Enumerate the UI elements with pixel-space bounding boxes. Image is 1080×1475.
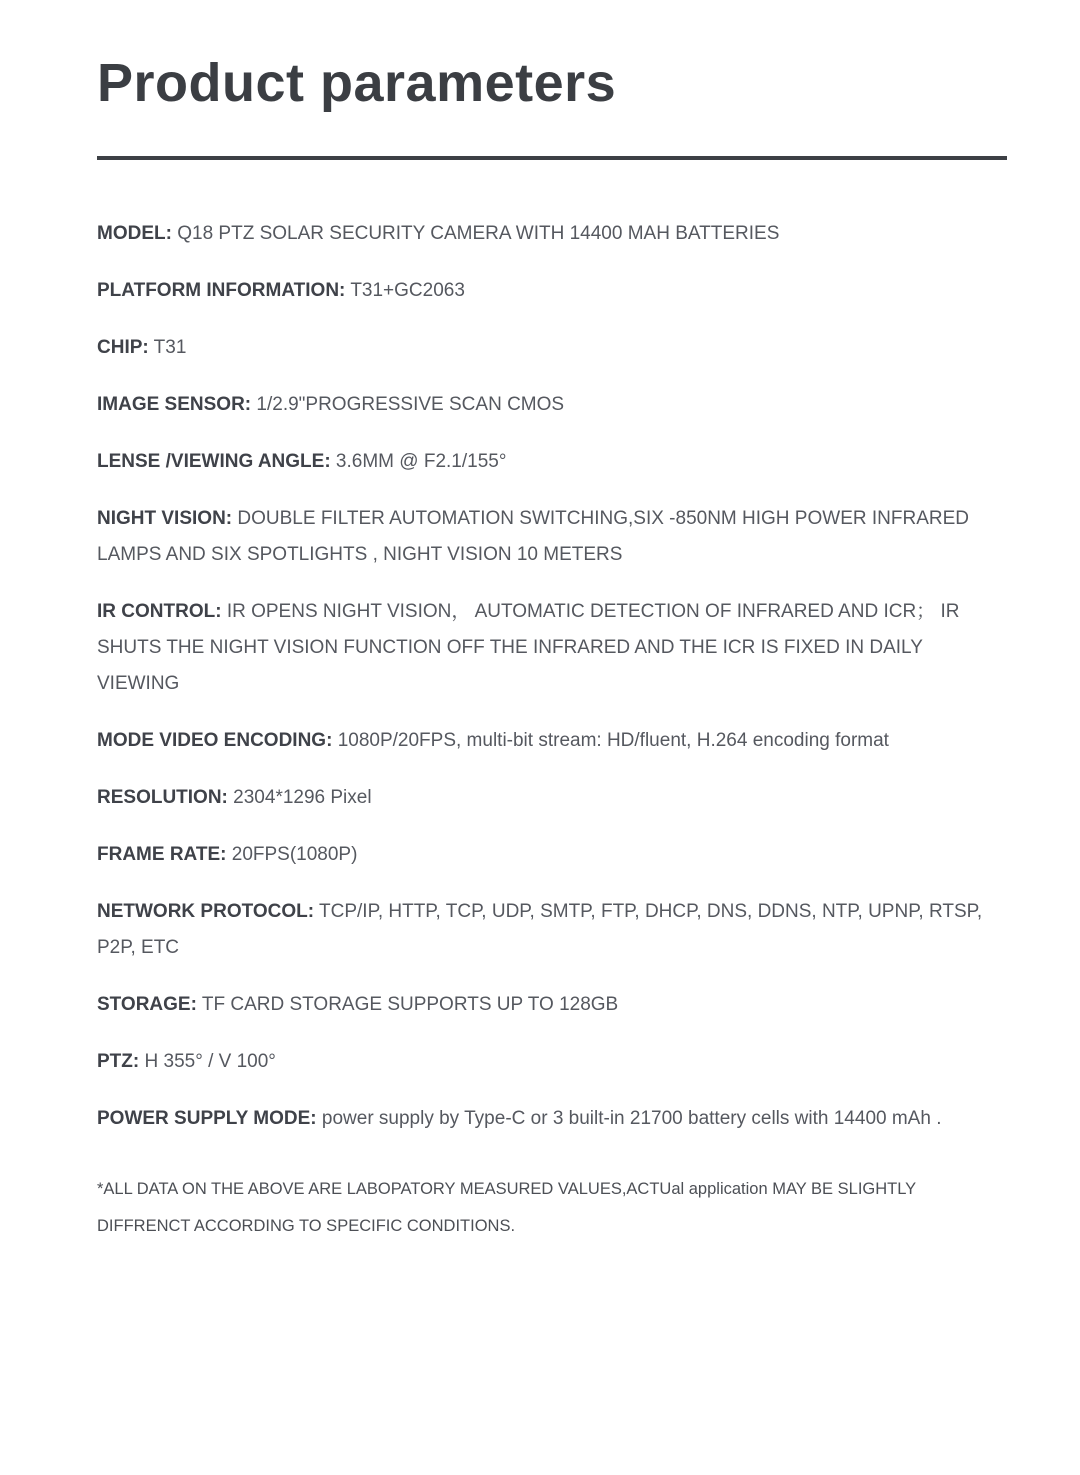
spec-row	[97, 216, 1002, 252]
spec-value: T31	[153, 337, 187, 359]
spec-value: 1080P/20FPS, multi-bit stream: HD/fluent, H.264 encoding format	[337, 730, 889, 752]
title-divider	[97, 156, 1007, 160]
spec-label: PLATFORM INFORMATION:	[97, 280, 346, 302]
spec-label: STORAGE:	[97, 994, 197, 1016]
spec-label: FRAME RATE:	[97, 844, 227, 866]
spec-value: IR OPENS NIGHT VISION， AUTOMATIC DETECTION OF INFRARED AND ICR； IR SHUTS THE NIGHT VISION FUNCTION OFF THE INFRARED AND THE ICR IS FIXED IN DAILY VIEWING	[97, 601, 960, 695]
spec-row	[97, 387, 1002, 423]
spec-value: T31+GC2063	[350, 280, 465, 302]
page-title: Product parameters	[97, 53, 617, 113]
spec-value: TCP/IP, HTTP, TCP, UDP, SMTP, FTP, DHCP, DNS, DDNS, NTP, UPNP, RTSP, P2P, ETC	[97, 901, 983, 959]
spec-row	[97, 780, 1002, 816]
spec-row	[97, 594, 1002, 702]
spec-label: PTZ:	[97, 1051, 140, 1073]
spec-value: 3.6MM @ F2.1/155°	[335, 451, 507, 473]
spec-value: 20FPS(1080P)	[231, 844, 358, 866]
spec-value: 2304*1296 Pixel	[233, 787, 372, 809]
spec-value: 1/2.9"PROGRESSIVE SCAN CMOS	[256, 394, 565, 416]
spec-row	[97, 444, 1002, 480]
spec-row	[97, 837, 1002, 873]
footnote: *ALL DATA ON THE ABOVE ARE LABOPATORY MEASURED VALUES,ACTUal application MAY BE SLIGHTLY DIFFRENCT ACCORDING TO SPECIFIC CONDITIONS.	[97, 1180, 916, 1236]
spec-label: NETWORK PROTOCOL:	[97, 901, 315, 923]
spec-label: CHIP:	[97, 337, 149, 359]
spec-value: power supply by Type-C or 3 built-in 21700 battery cells with 14400 mAh .	[321, 1108, 942, 1130]
spec-row	[97, 273, 1002, 309]
spec-list	[97, 216, 1007, 1137]
spec-value: DOUBLE FILTER AUTOMATION SWITCHING,SIX -850NM HIGH POWER INFRARED LAMPS AND SIX SPOTLIGHTS , NIGHT VISION 10 METERS	[97, 508, 969, 566]
spec-label: LENSE /VIEWING ANGLE:	[97, 451, 331, 473]
spec-label: MODEL:	[97, 223, 172, 245]
spec-label: NIGHT VISION:	[97, 508, 233, 530]
spec-label: IR CONTROL:	[97, 601, 222, 623]
spec-row	[97, 723, 1002, 759]
spec-label: MODE VIDEO ENCODING:	[97, 730, 333, 752]
spec-value: H 355° / V 100°	[144, 1051, 276, 1073]
spec-row	[97, 987, 1002, 1023]
spec-value: Q18 PTZ SOLAR SECURITY CAMERA WITH 14400 MAH BATTERIES	[177, 223, 780, 245]
spec-label: IMAGE SENSOR:	[97, 394, 252, 416]
spec-row	[97, 1044, 1002, 1080]
spec-label: RESOLUTION:	[97, 787, 228, 809]
spec-row	[97, 1101, 1002, 1137]
spec-row	[97, 501, 1002, 573]
spec-row	[97, 894, 1002, 966]
spec-label: POWER SUPPLY MODE:	[97, 1108, 317, 1130]
spec-row	[97, 330, 1002, 366]
spec-value: TF CARD STORAGE SUPPORTS UP TO 128GB	[201, 994, 619, 1016]
